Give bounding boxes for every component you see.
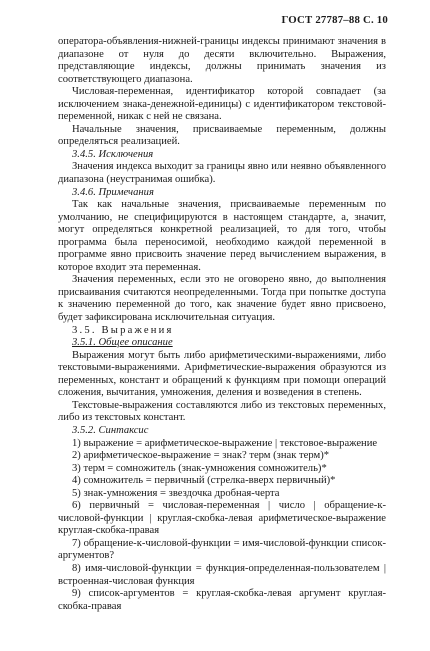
paragraph: Начальные значения, присваиваемые переменным, должны определяться реализацией. <box>58 123 386 148</box>
syntax-rule: 8) имя-числовой-функции = функция-определенная-пользователем | встроенная-числовая функция <box>58 562 386 587</box>
paragraph: Значения индекса выходит за границы явно или неявно объявленного диапазона (неустранимая ошибка). <box>58 161 386 186</box>
syntax-rule: 4) сомножитель = первичный (стрелка-вверх первичный)* <box>72 475 336 487</box>
syntax-rule: 6) первичный = числовая-переменная | число | обращение-к-числовой-функции | круглая-скобка-левая арифметическое-выражение круглая-скобка-правая <box>58 500 386 537</box>
paragraph: операторa-объявления-нижней-границы индексы принимают значения в диапазоне от нуля до десяти включительно. Выражения, представляющие индексы, должны принимать значения из соответствующего диапазона. <box>58 36 386 85</box>
section-heading-3-5-1: 3.5.1. Общее описание <box>72 337 173 349</box>
document-body <box>58 36 386 613</box>
section-heading-3-4-5: 3.4.5. Исключения <box>72 148 154 160</box>
paragraph: Выражения могут быть либо арифметическими-выражениями, либо текстовыми-выражениями. Арифметические-выражения образуются из переменных, констант и обращений к функциям при помощи операций сложения, вычитания, умножения, деления и возведения в степень. <box>58 349 386 399</box>
paragraph: Значения переменных, если это не оговорено явно, до выполнения присваивания считаются неопределенными. Тогда при попытке доступа к значению переменной до того, как значение будет явно присвоено, будет зафиксирована исключительная ситуация. <box>58 274 386 324</box>
section-heading-3-5: 3.5. Выражения <box>72 324 174 336</box>
syntax-rule: 9) список-аргументов = круглая-скобка-левая аргумент круглая-скобка-правая <box>58 588 386 612</box>
syntax-rule: 5) знак-умножения = звездочка дробная-черта <box>72 487 280 499</box>
section-heading-3-5-2: 3.5.2. Синтаксис <box>72 424 149 436</box>
syntax-rule: 2) арифметическое-выражение = знак? терм (знак терм)* <box>72 450 330 462</box>
syntax-rule: 3) терм = сомножитель (знак-умножения сомножитель)* <box>72 462 327 474</box>
section-heading-3-4-6: 3.4.6. Примечания <box>72 186 154 198</box>
paragraph: Текстовые-выражения составляются либо из текстовых переменных, либо из текстовых констант. <box>58 399 386 424</box>
paragraph: Так как начальные значения, присваиваемые переменным по умолчанию, не специфицируются в настоящем стандарте, а, значит, могут определяться конкретной реализацией, то для того, чтобы программа была переносимой, необходимо каждой переменной в программе явно присвоить значение перед вычислением выражения, в которое входит эта переменная. <box>58 199 386 273</box>
page-header: ГОСТ 27787–88 С. 10 <box>281 14 388 26</box>
paragraph: Числовая-переменная, идентификатор которой совпадает (за исключением знака-денежной-единицы) с идентификатором текстовой-переменной, никак с ней не связана. <box>58 86 386 123</box>
syntax-rule: 1) выражение = арифметическое-выражение | текстовое-выражение <box>72 437 378 449</box>
syntax-rule: 7) обращение-к-числовой-функции = имя-числовой-функции список-аргументов? <box>58 537 386 562</box>
